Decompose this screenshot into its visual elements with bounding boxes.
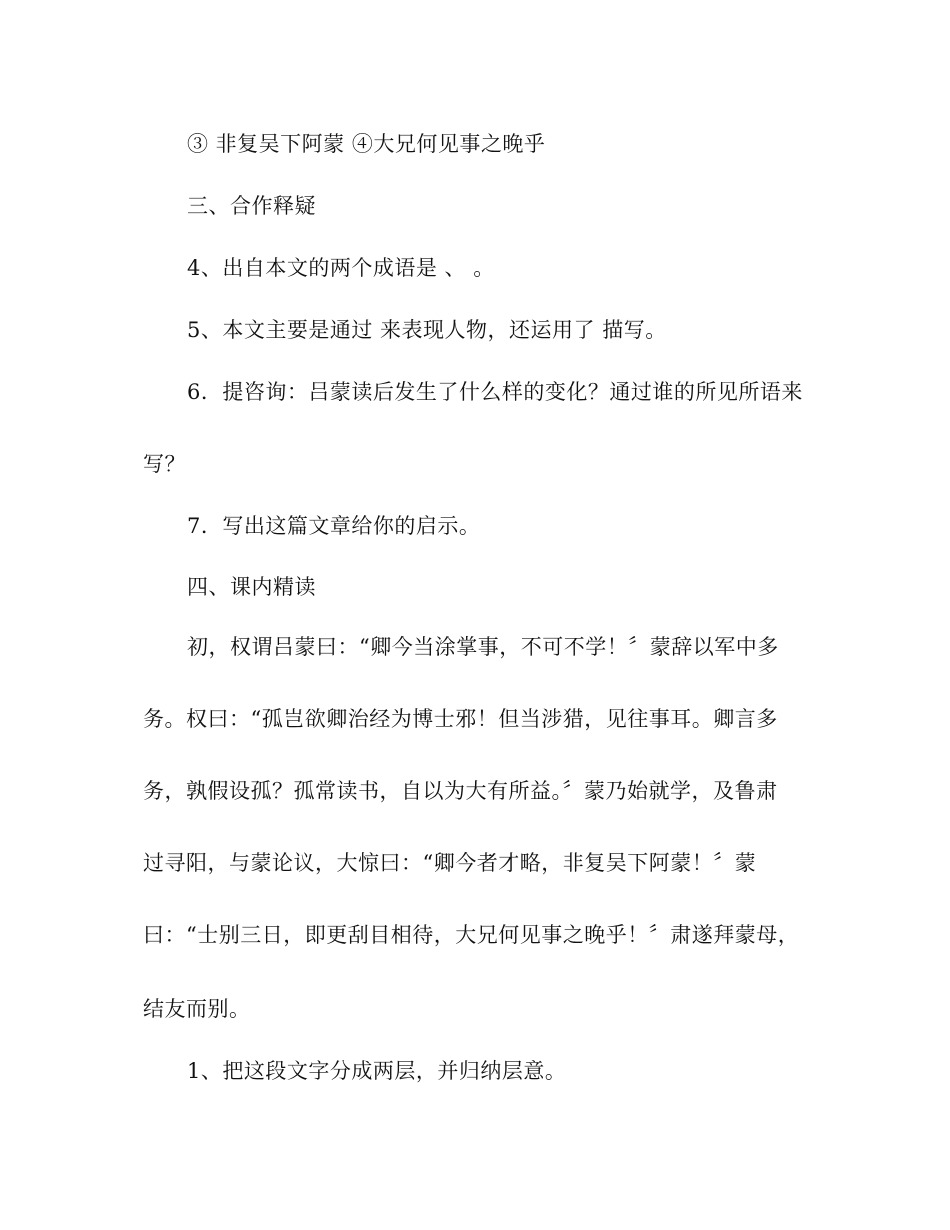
passage-line-4: 过寻阳，与蒙论议，大惊曰：“卿今者才略，非复吴下阿蒙！〞蒙 xyxy=(143,851,757,875)
passage-line-1: 初，权谓吕蒙曰：“卿今当涂掌事，不可不学！〞蒙辞以军中多 xyxy=(187,635,779,659)
passage-line-3: 务，孰假设孤？孤常读书，自以为大有所益。〞蒙乃始就学，及鲁肃 xyxy=(143,779,778,803)
section-heading-cooperation: 三、合作释疑 xyxy=(187,194,316,218)
question-7: 7．写出这篇文章给你的启示。 xyxy=(187,514,481,538)
passage-question-1: 1、把这段文字分成两层，并归纳层意。 xyxy=(187,1059,567,1083)
passage-line-5: 曰：“士别三日，即更刮目相待，大兄何见事之晚乎！〞肃遂拜蒙母， xyxy=(143,923,800,947)
question-4: 4、出自本文的两个成语是 、 。 xyxy=(187,256,495,280)
passage-line-6: 结友而别。 xyxy=(143,997,251,1021)
passage-line-2: 务。权曰：“孤岂欲卿治经为博士邪！但当涉猎，见往事耳。卿言多 xyxy=(143,707,778,731)
question-5: 5、本文主要是通过 来表现人物，还运用了 描写。 xyxy=(187,318,667,342)
question-6-continued: 写？ xyxy=(143,452,186,476)
question-6: 6．提咨询：吕蒙读后发生了什么样的变化？通过谁的所见所语来 xyxy=(187,380,803,404)
text-line-options: ③ 非复吴下阿蒙 ④大兄何见事之晚乎 xyxy=(187,132,546,156)
section-heading-close-reading: 四、课内精读 xyxy=(187,575,316,599)
